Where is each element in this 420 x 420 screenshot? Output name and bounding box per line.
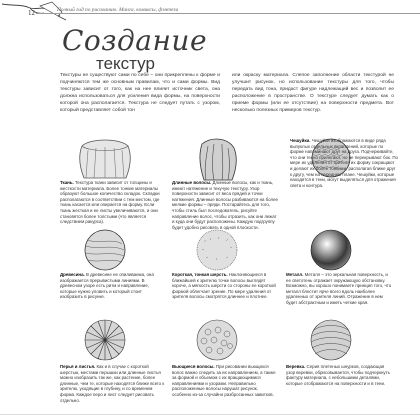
intro-paragraph-right: или окраску материала. Слепое заполнение области текстурой не улучшит рисунок, но использование текстуры для того, чтобы передать вид тона, придаст фигуре надлежащий вес и позволит ее расположение в пространстве. О текстуре следует думать как о приеме формы (или ее отсутствие) на поверхности предмета. Вот несколько полезных примеров текстур. — [232, 73, 394, 113]
texture-row-3 — [60, 318, 396, 408]
section-title — [62, 24, 208, 73]
curly-hair-caption: Вьющиеся волосы. При рисовании вьющихся волос важно следить за их направлением, а также за формой и объемом с их вращающимися направлениями и узорами. Неправильно расположенные волосы нарушат рисунок, особенно из-за случайно разбросанных завитков. — [172, 364, 276, 397]
fabric-caption: Ткань. Текстура ткани зависит от толщины и жесткости материала. Более тонкие материалы образуют большое количество складок. Складки располагаются в соответствии с тем местом, где ткань касается или опирается на форму. Если ткань жесткая и ее листы увеличиваются, и они становятся более толстыми (что является следствием ракурса). — [60, 180, 160, 225]
feathers-caption: Перья и листья. Как и в случае с короткой шерстью, местами перышки или длинные листья можно изобразить так же, как растение, более длинные, чем те, которые находятся ближе всего к зрителю, уходящие в глубину, и со временем форма. Каждое перо и лист следует рисовать отдельно. — [60, 364, 165, 403]
title-line-2: текстур — [96, 54, 155, 73]
title-line-1: Создание — [62, 24, 208, 57]
header-rule — [36, 13, 420, 14]
intro-paragraph-left: Текстуры не существуют сами по себе – они прикреплены к форме и подчиняются тем же основным правилам, что и сами формы. Вид текстуры зависит от того, как на нее влияет источник света, она должна использоваться для усиления вида формы, на поверхности которой она располагается. Текстура не следует путать с узором, который представляет собой тон — [60, 73, 220, 113]
texture-row-2 — [60, 228, 396, 318]
short-fur-caption: Короткая, тонкая шерсть. Наклоняющиеся в ближайшей к зрителю точке волосы выглядят короче, а мягкость шерсти со стороны ее короткой формой облегчает зрение. По мере удаления от зрителя волосы смотрятся длиннее и плотнее. — [172, 272, 276, 300]
wood-caption: Древесина. В древесине не опиливаема, она изображается прерывистыми линиями. В древесном узоре есть ритм и направление, которые нужно уловить и который стоит изобразить в рисунке. — [60, 272, 154, 300]
header — [0, 0, 420, 20]
running-head: Полный гид по рисованию. Манга, комиксы, фэнтези — [57, 7, 179, 13]
metal-caption: Металл. Металл – это зеркальная поверхность, и ее светотень отражает окружающую обстановку. Возможно, вы хорошо понимаете принцип того, что металл блестит ярче всего вдоль наиболее удаленных от зрителя линий. Отражение в нем будет абстрактным и иметь четкие края. — [286, 272, 392, 305]
rope-caption: Веревка. Серия плетеных шнурков, создающая узор веревки, обрисовывается, чтобы подчеркнуть фактуру материала, с небольшими деталями, которые отображаются на поверхности и в тени. — [286, 364, 390, 386]
long-hair-caption: Длинные волосы. Длинные волосы, как и ткань, имеют натяжение и текучую текстуру. Узор поверхности зависит от веса прядей и точки натяжения. Длинные волосы разбиваются на более мелкие формы – пряди. Постарайтесь для того, чтобы стиль был последователь, рисуйте направление волос, чтобы отразить, как они лежат и куда они будут расположены. Каждую подгруппу будет удобно рисовать в одной плоскости. — [172, 180, 278, 230]
page-number: 12 — [28, 9, 35, 17]
footer-rule — [0, 414, 420, 415]
scales-caption: Чешуйки. Чешуйки изображаются в виде ряда выпуклых отдельных вкраплений, которые по форме напоминают друг на друга. Подчеркивайте, что они тесно прилегают, но не перекрывают бок. По мере их удаления от зрителя их форму сокращают и делают их более тонкими, располагая ближе друг к другу, чем на переднем плане. Чешуйки, которые находятся в тени, могут выделяться для отражения света и контура. — [290, 138, 398, 188]
